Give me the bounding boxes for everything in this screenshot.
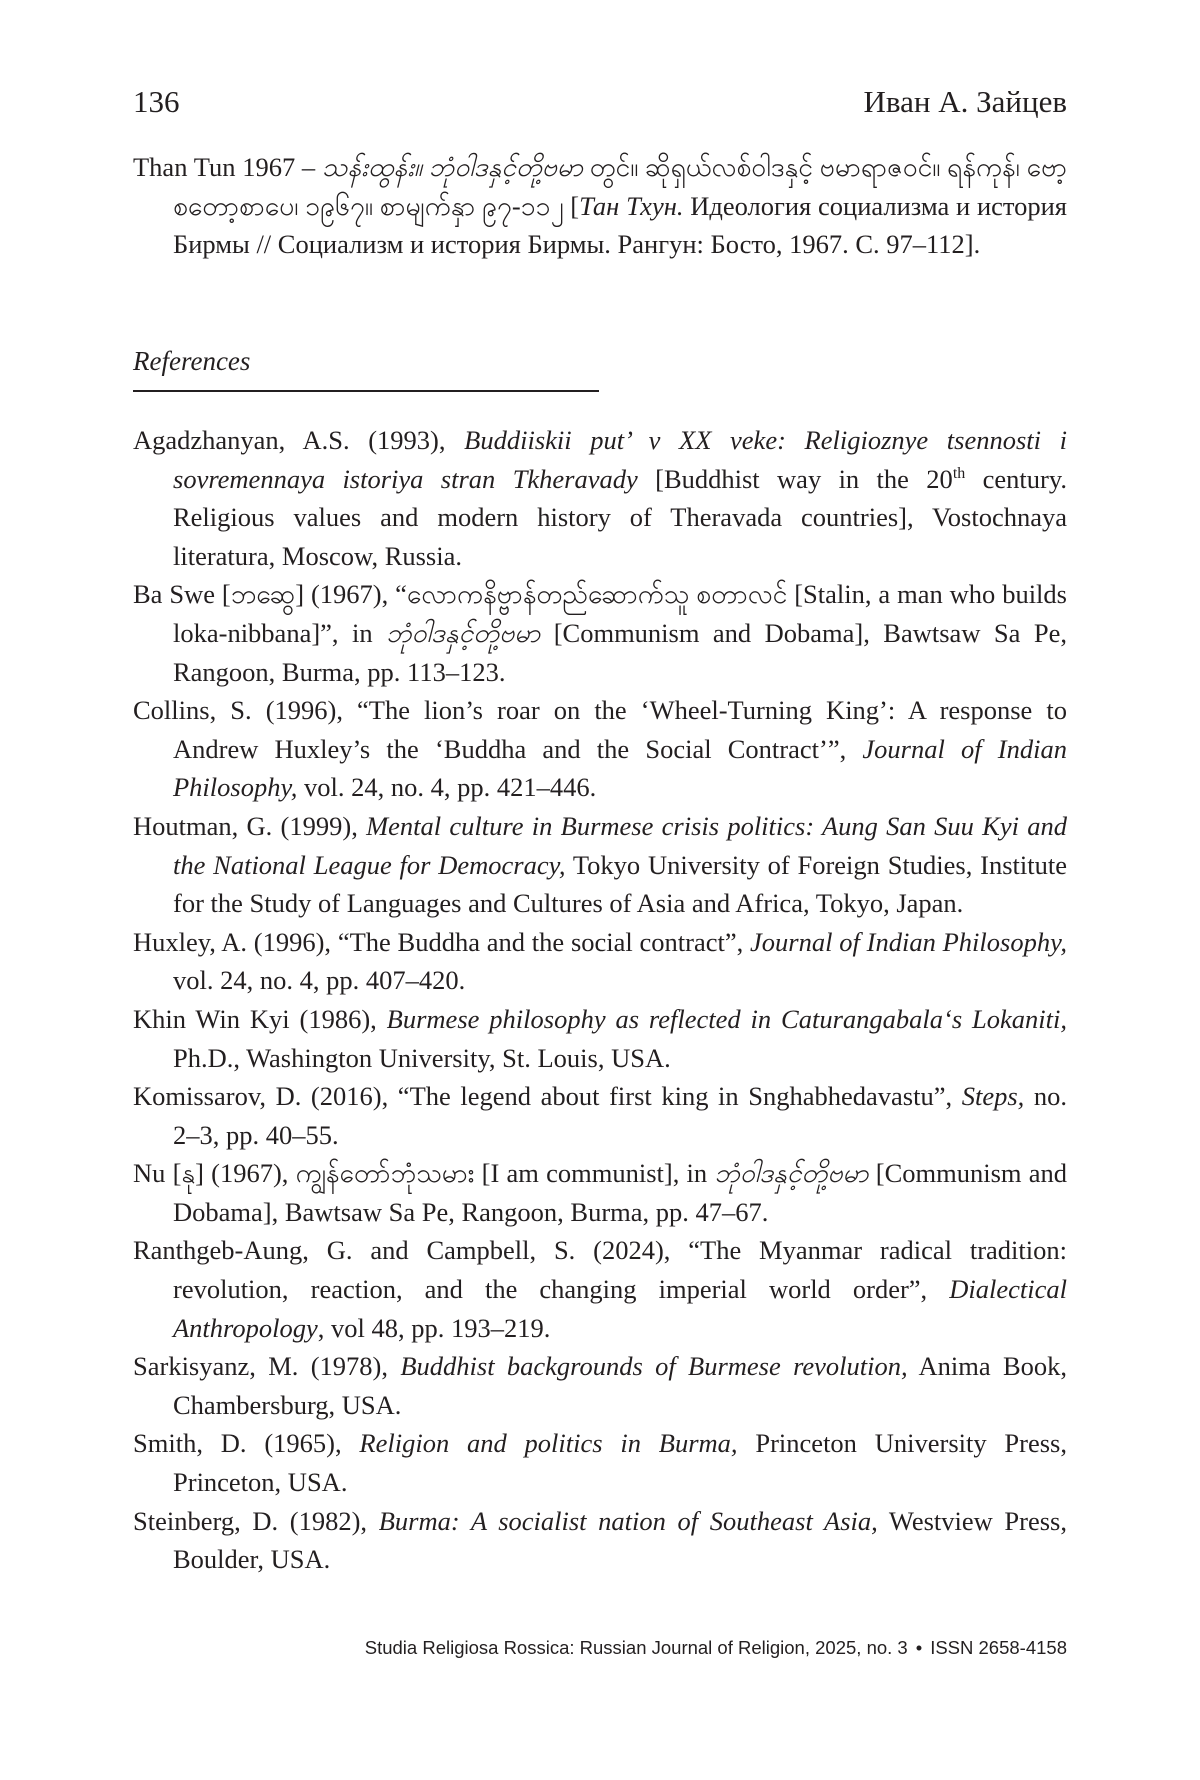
reference-entry: Collins, S. (1996), “The lion’s roar on the ‘Wheel-Turning King’: A response to Andrew Huxley’s the ‘Buddha and the Social Contract’”, Journal of Indian Philosophy, vol. 24, no. 4, pp. 421–446. [133,695,1067,803]
reference-entry: Komissarov, D. (2016), “The legend about first king in Snghabhedavastu”, Steps, no. 2–3, pp. 40–55. [133,1081,1068,1150]
page-number: 136 [133,84,180,119]
reference-entry: Smith, D. (1965), Religion and politics in Burma, Princeton University Press, Princeton, USA. [133,1428,1067,1498]
page-header [133,84,1067,128]
section-title: References [133,346,251,376]
reference-entry: Than Tun 1967 – သန်းထွန်း။ ဘုံဝါဒနှင့်တို့ဗမာ တွင်။ ဆိုရှယ်လစ်ဝါဒနှင့် ဗမာရာဇဝင်။ ရန်ကုန်၊ ဗော့စတော့စာပေ၊ ၁၉၆၇။ စာမျက်နှာ ၉၇-၁၁၂ [Тан Тхун. Идеология социализма и история Бирмы // Социализм и история Бирмы. Рангун: Босто, 1967. С. 97–112]. [133,152,1067,260]
reference-entry: Ranthgeb-Aung, G. and Campbell, S. (2024), “The Myanmar radical tradition: revolution, reaction, and the changing imperial world order”, Dialectical Anthropology, vol 48, pp. 193–219. [133,1235,1067,1343]
footer-issn: ISSN 2658-4158 [930,1637,1067,1658]
footer-journal: Studia Religiosa Rossica: Russian Journal of Religion, 2025, no. 3 [364,1637,908,1658]
running-head-author: Иван А. Зайцев [863,84,1067,119]
reference-entry: Ba Swe [ဘဆွေ] (1967), “လောကနိဗ္ဗာန်တည်ဆောက်သူ စတာလင် [Stalin, a man who builds loka-nibbana]”, in ဘုံဝါဒနှင့်တို့ဗမာ [Communism and Dobama], Bawtsaw Sa Pe, Rangoon, Burma, pp. 113–123. [133,579,1067,687]
page-footer [365,1637,1067,1659]
reference-entry: Huxley, A. (1996), “The Buddha and the social contract”, Journal of Indian Philosophy, vol. 24, no. 4, pp. 407–420. [133,926,1068,996]
reference-entry: Houtman, G. (1999), Mental culture in Burmese crisis politics: Aung San Suu Kyi and the National League for Democracy, Tokyo University of Foreign Studies, Institute for the Study of Languages and Cultures of Asia and Africa, Tokyo, Japan. [133,810,1068,919]
section-rule [133,390,599,392]
footer-separator: • [915,1637,923,1658]
reference-entry: Steinberg, D. (1982), Burma: A socialist nation of Southeast Asia, Westview Press, Boulder, USA. [133,1505,1067,1575]
reference-entry: Nu [နု] (1967), ကျွန်တော်ဘုံသမား [I am communist], in ဘုံဝါဒနှင့်တို့ဗမာ [Communism and Dobama], Bawtsaw Sa Pe, Rangoon, Burma, pp. 47–67. [133,1158,1067,1227]
previous-reference-continuation [133,148,1067,264]
reference-entry: Agadzhanyan, A.S. (1993), Buddiiskii put’ v XX veke: Religioznye tsennosti i sovremennaya istoriya stran Tkheravady [Buddhist way in the 20th century. Religious values and modern history of Theravada countries], Vostochnaya literatura, Moscow, Russia. [133,425,1068,571]
reference-entry: Sarkisyanz, M. (1978), Buddhist backgrounds of Burmese revolution, Anima Book, Chambersburg, USA. [133,1351,1068,1420]
reference-list [133,421,1067,1579]
reference-entry: Khin Win Kyi (1986), Burmese philosophy as reflected in Caturangabala‘s Lokaniti, Ph.D., Washington University, St. Louis, USA. [133,1003,1067,1073]
